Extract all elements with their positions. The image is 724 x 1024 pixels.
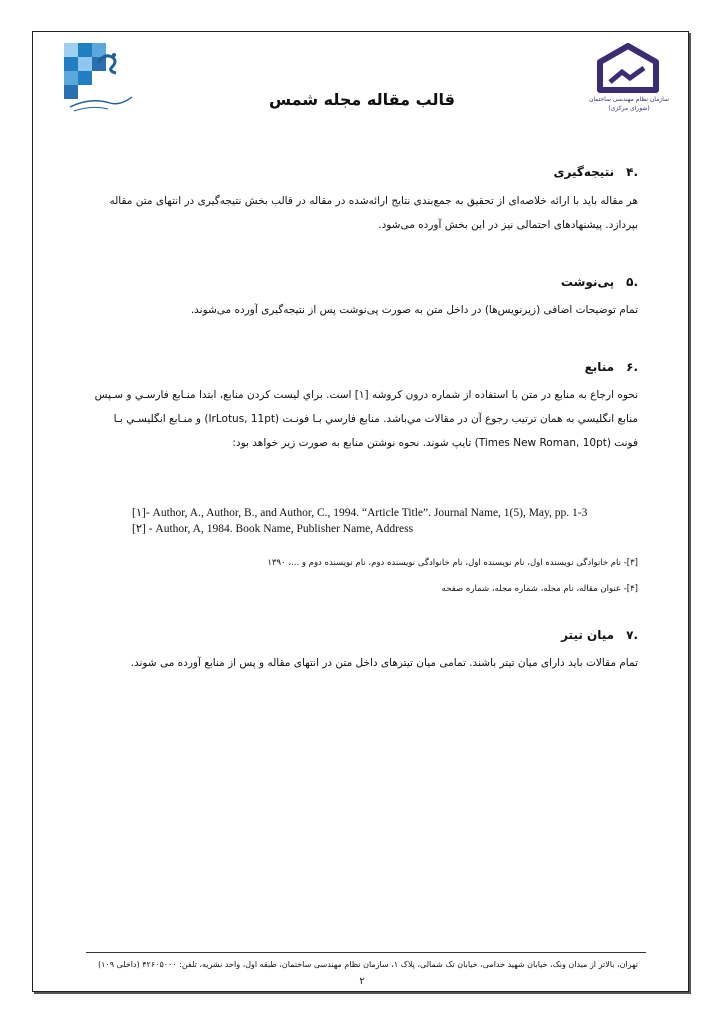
footer-address: تهران، بالاتر از میدان ونک، خیابان شهید خدامی، خیابان تک شمالی، پلاک ۱، سازمان نظام مهندسی ساختمان، طبقه اول، واحد نشریه، تلفن: ۴۲۶۰۵۰۰۰ (داخلی ۱۰۹) xyxy=(97,960,638,969)
persian-reference-item: [۴]- عنوان مقاله، نام مجله، شماره مجله، شماره صفحه xyxy=(441,584,638,594)
section-heading-subheadings: .۷میان تیتر xyxy=(561,628,638,642)
page-title: قالب مقاله مجله شمس xyxy=(268,90,456,109)
page-number: ۲ xyxy=(359,976,365,987)
organization-name: سازمان نظام مهندسی ساختمان (شورای مرکزی) xyxy=(588,96,670,112)
section-body-footnotes: تمام توضیحات اضافی (زیرنویس‌ها) در داخل متن به صورت پی‌نوشت پس از نتیجه‌گیری آورده می‌شوند. xyxy=(190,304,638,316)
section-heading-references: .۶منابع xyxy=(584,360,638,374)
english-references xyxy=(132,505,632,537)
section-heading-footnotes: .۵پی‌نوشت xyxy=(560,275,638,289)
section-body-references: نحوه ارجاع به منابع در متن با استفاده از شماره درون کروشه [۱] است. براي ليست کردن منابع، ابتدا منـابع فارسـي و سـپس منابع انگليسي به همان ترتيب رجوع آن در مقالات مي‌باشد. منابع فارسي بـا فونـت (IrLotus, 11pt) و منـابع انگليسـي بـا فونت (Times New Roman, 10pt) تايپ شوند. نحوه نوشتن منابع به صورت زیر خواهد بود: xyxy=(94,389,638,449)
shams-journal-logo xyxy=(64,43,136,115)
section-body-subheadings: تمام مقالات باید دارای میان تیتر باشند. تمامی میان تیترهای داخل متن در انتهای مقاله و پس از منابع آورده می شوند. xyxy=(130,657,638,669)
section-heading-conclusion: .۴نتیجه‌گیری xyxy=(553,165,638,179)
section-body-conclusion: هر مقاله باید با ارائه خلاصه‌ای از تحقیق به جمع‌بندی نتایج ارائه‌شده در مقاله در قالب بخش نتیجه‌گیری در انتهای متن مقاله بپردازد. پیشنهادهای احتمالی نیز در این بخش آورده می‌شود. xyxy=(109,195,638,231)
footer-divider xyxy=(86,952,646,953)
reference-item: [۲] - Author, A, 1984. Book Name, Publisher Name, Address xyxy=(132,523,414,535)
reference-item: [۱]- Author, A., Author, B., and Author, C., 1994. “Article Title”. Journal Name, 1(5), May, pp. 1-3 xyxy=(132,507,588,519)
persian-reference-item: [۳]- نام خانوادگی نویسنده اول، نام نویسنده اول، نام خانوادگی نویسنده دوم، نام نویسنده دوم و ...، ۱۳۹۰ xyxy=(267,558,638,568)
